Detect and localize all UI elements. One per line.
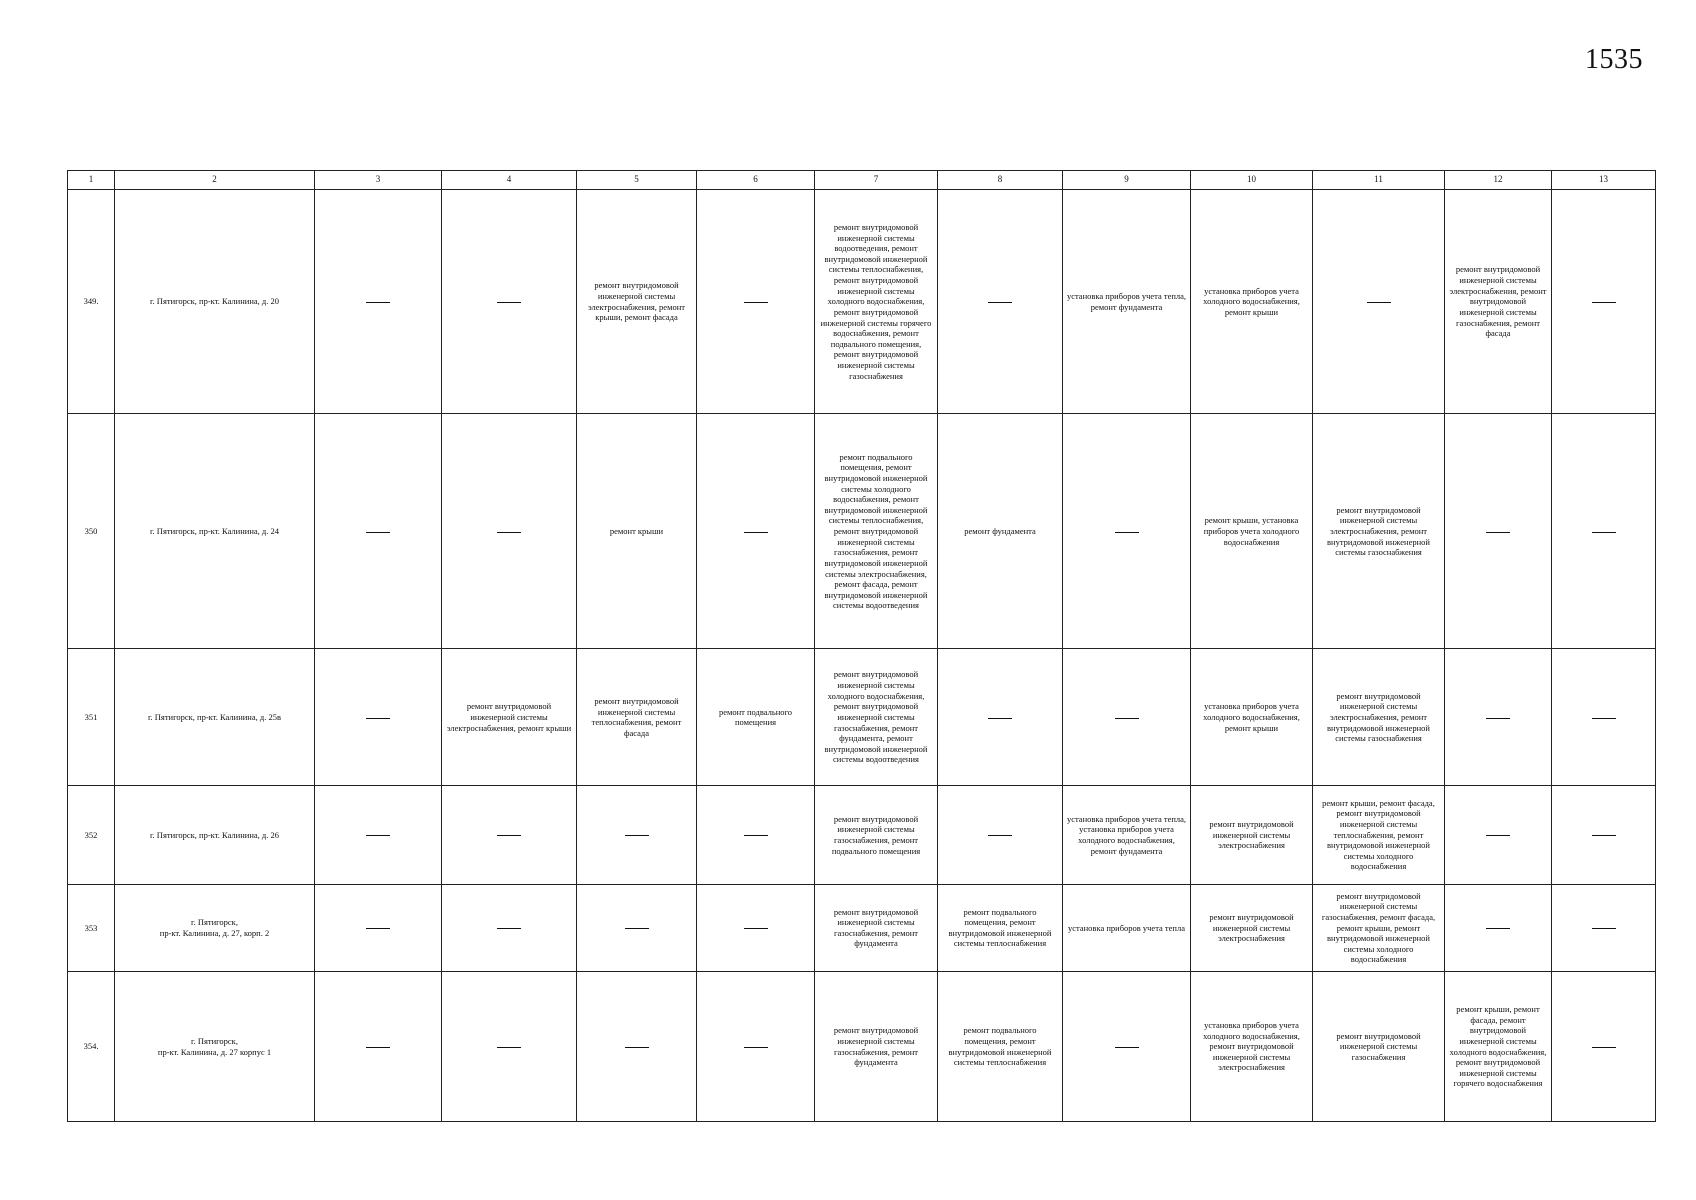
table-cell-col-9: установка приборов учета тепла, ремонт фундамента — [1063, 190, 1191, 414]
empty-cell-dash — [1552, 414, 1656, 649]
column-header-11: 11 — [1313, 171, 1445, 190]
table-body — [68, 190, 1656, 1122]
table-cell-col-11: ремонт внутридомовой инженерной системы газоснабжения, ремонт фасада, ремонт крыши, ремонт внутридомовой инженерной системы холодного водоснабжения — [1313, 884, 1445, 972]
column-header-10: 10 — [1191, 171, 1313, 190]
row-number-cell: 354. — [68, 972, 115, 1122]
dash-mark — [366, 835, 390, 836]
row-number-cell: 350 — [68, 414, 115, 649]
dash-mark — [625, 928, 649, 929]
table-cell-col-6: ремонт подвального помещения — [697, 649, 815, 786]
table-row — [68, 414, 1656, 649]
table-cell-col-9: установка приборов учета тепла — [1063, 884, 1191, 972]
dash-mark — [497, 1047, 521, 1048]
table-row — [68, 972, 1656, 1122]
empty-cell-dash — [697, 786, 815, 884]
repair-schedule-table — [67, 170, 1656, 1122]
empty-cell-dash — [938, 190, 1063, 414]
table-cell-col-7: ремонт внутридомовой инженерной системы газоснабжения, ремонт фундамента — [815, 884, 938, 972]
dash-mark — [366, 928, 390, 929]
table-cell-col-5: ремонт внутридомовой инженерной системы теплоснабжения, ремонт фасада — [577, 649, 697, 786]
empty-cell-dash — [442, 972, 577, 1122]
table-row — [68, 649, 1656, 786]
empty-cell-dash — [697, 884, 815, 972]
empty-cell-dash — [938, 649, 1063, 786]
address-cell: г. Пятигорск, пр-кт. Калинина, д. 20 — [115, 190, 315, 414]
table-cell-col-5: ремонт внутридомовой инженерной системы электроснабжения, ремонт крыши, ремонт фасада — [577, 190, 697, 414]
dash-mark — [744, 928, 768, 929]
column-header-13: 13 — [1552, 171, 1656, 190]
dash-mark — [1592, 928, 1616, 929]
dash-mark — [988, 718, 1012, 719]
empty-cell-dash — [315, 786, 442, 884]
table-cell-col-10: установка приборов учета холодного водоснабжения, ремонт внутридомовой инженерной системы электроснабжения — [1191, 972, 1313, 1122]
address-cell: г. Пятигорск, пр-кт. Калинина, д. 27 корпус 1 — [115, 972, 315, 1122]
table-cell-col-12: ремонт внутридомовой инженерной системы электроснабжения, ремонт внутридомовой инженерной системы газоснабжения, ремонт фасада — [1445, 190, 1552, 414]
table-cell-col-11: ремонт крыши, ремонт фасада, ремонт внутридомовой инженерной системы теплоснабжения, ремонт внутридомовой инженерной системы холодного водоснабжения — [1313, 786, 1445, 884]
table-header — [68, 171, 1656, 190]
address-cell: г. Пятигорск, пр-кт. Калинина, д. 24 — [115, 414, 315, 649]
empty-cell-dash — [1445, 414, 1552, 649]
empty-cell-dash — [577, 972, 697, 1122]
empty-cell-dash — [577, 884, 697, 972]
empty-cell-dash — [442, 190, 577, 414]
empty-cell-dash — [1552, 786, 1656, 884]
empty-cell-dash — [1313, 190, 1445, 414]
empty-cell-dash — [697, 972, 815, 1122]
dash-mark — [1592, 835, 1616, 836]
dash-mark — [625, 835, 649, 836]
address-cell: г. Пятигорск, пр-кт. Калинина, д. 26 — [115, 786, 315, 884]
table-cell-col-9: установка приборов учета тепла, установка приборов учета холодного водоснабжения, ремонт фундамента — [1063, 786, 1191, 884]
dash-mark — [497, 928, 521, 929]
address-cell: г. Пятигорск, пр-кт. Калинина, д. 25в — [115, 649, 315, 786]
table-cell-col-10: ремонт внутридомовой инженерной системы электроснабжения — [1191, 786, 1313, 884]
dash-mark — [625, 1047, 649, 1048]
empty-cell-dash — [1445, 786, 1552, 884]
empty-cell-dash — [1552, 190, 1656, 414]
table-cell-col-11: ремонт внутридомовой инженерной системы электроснабжения, ремонт внутридомовой инженерной системы газоснабжения — [1313, 649, 1445, 786]
empty-cell-dash — [1063, 972, 1191, 1122]
table-cell-col-10: установка приборов учета холодного водоснабжения, ремонт крыши — [1191, 649, 1313, 786]
dash-mark — [1115, 1047, 1139, 1048]
dash-mark — [744, 302, 768, 303]
row-number-cell: 351 — [68, 649, 115, 786]
table-cell-col-11: ремонт внутридомовой инженерной системы газоснабжения — [1313, 972, 1445, 1122]
empty-cell-dash — [315, 190, 442, 414]
dash-mark — [744, 532, 768, 533]
dash-mark — [1486, 928, 1510, 929]
dash-mark — [1592, 302, 1616, 303]
table-cell-col-12: ремонт крыши, ремонт фасада, ремонт внутридомовой инженерной системы холодного водоснабжения, ремонт внутридомовой инженерной системы горячего водоснабжения — [1445, 972, 1552, 1122]
column-header-1: 1 — [68, 171, 115, 190]
column-header-5: 5 — [577, 171, 697, 190]
empty-cell-dash — [697, 414, 815, 649]
column-header-7: 7 — [815, 171, 938, 190]
empty-cell-dash — [1552, 972, 1656, 1122]
column-header-12: 12 — [1445, 171, 1552, 190]
column-header-9: 9 — [1063, 171, 1191, 190]
row-number-cell: 352 — [68, 786, 115, 884]
table-cell-col-5: ремонт крыши — [577, 414, 697, 649]
empty-cell-dash — [1063, 414, 1191, 649]
table-cell-col-11: ремонт внутридомовой инженерной системы электроснабжения, ремонт внутридомовой инженерной системы газоснабжения — [1313, 414, 1445, 649]
column-header-3: 3 — [315, 171, 442, 190]
table-cell-col-4: ремонт внутридомовой инженерной системы электроснабжения, ремонт крыши — [442, 649, 577, 786]
column-header-8: 8 — [938, 171, 1063, 190]
empty-cell-dash — [1063, 649, 1191, 786]
empty-cell-dash — [1552, 649, 1656, 786]
table-cell-col-8: ремонт подвального помещения, ремонт внутридомовой инженерной системы теплоснабжения — [938, 884, 1063, 972]
table-cell-col-10: ремонт внутридомовой инженерной системы электроснабжения — [1191, 884, 1313, 972]
dash-mark — [1592, 1047, 1616, 1048]
empty-cell-dash — [1552, 884, 1656, 972]
empty-cell-dash — [577, 786, 697, 884]
table-row — [68, 786, 1656, 884]
empty-cell-dash — [697, 190, 815, 414]
table-row — [68, 884, 1656, 972]
column-header-4: 4 — [442, 171, 577, 190]
table-cell-col-8: ремонт фундамента — [938, 414, 1063, 649]
empty-cell-dash — [1445, 884, 1552, 972]
dash-mark — [1486, 835, 1510, 836]
table-cell-col-10: ремонт крыши, установка приборов учета холодного водоснабжения — [1191, 414, 1313, 649]
empty-cell-dash — [315, 414, 442, 649]
page-number: 1535 — [1585, 44, 1643, 75]
row-number-cell: 349. — [68, 190, 115, 414]
table-cell-col-10: установка приборов учета холодного водоснабжения, ремонт крыши — [1191, 190, 1313, 414]
dash-mark — [366, 1047, 390, 1048]
dash-mark — [1486, 718, 1510, 719]
dash-mark — [497, 835, 521, 836]
dash-mark — [744, 1047, 768, 1048]
dash-mark — [366, 532, 390, 533]
empty-cell-dash — [1445, 649, 1552, 786]
table-cell-col-7: ремонт внутридомовой инженерной системы газоснабжения, ремонт подвального помещения — [815, 786, 938, 884]
dash-mark — [1592, 532, 1616, 533]
table-cell-col-8: ремонт подвального помещения, ремонт внутридомовой инженерной системы теплоснабжения — [938, 972, 1063, 1122]
table-cell-col-7: ремонт внутридомовой инженерной системы холодного водоснабжения, ремонт внутридомовой инженерной системы газоснабжения, ремонт фундамента, ремонт внутридомовой инженерной системы водоотведения — [815, 649, 938, 786]
header-row — [68, 171, 1656, 190]
column-header-6: 6 — [697, 171, 815, 190]
dash-mark — [497, 302, 521, 303]
empty-cell-dash — [938, 786, 1063, 884]
dash-mark — [988, 302, 1012, 303]
dash-mark — [1486, 532, 1510, 533]
empty-cell-dash — [315, 649, 442, 786]
table-cell-col-7: ремонт подвального помещения, ремонт внутридомовой инженерной системы холодного водоснабжения, ремонт внутридомовой инженерной системы теплоснабжения, ремонт внутридомовой инженерной системы газоснабжения, ремонт внутридомовой инженерной системы электроснабжения, ремонт фасада, ремонт внутридомовой инженерной системы водоотведения — [815, 414, 938, 649]
address-cell: г. Пятигорск, пр-кт. Калинина, д. 27, корп. 2 — [115, 884, 315, 972]
dash-mark — [497, 532, 521, 533]
table-cell-col-7: ремонт внутридомовой инженерной системы водоотведения, ремонт внутридомовой инженерной системы теплоснабжения, ремонт внутридомовой инженерной системы холодного водоснабжения, ремонт внутридомовой инженерной системы горячего водоснабжения, ремонт подвального помещения, ремонт внутридомовой инженерной системы газоснабжения — [815, 190, 938, 414]
table-cell-col-7: ремонт внутридомовой инженерной системы газоснабжения, ремонт фундамента — [815, 972, 938, 1122]
dash-mark — [366, 718, 390, 719]
empty-cell-dash — [442, 414, 577, 649]
dash-mark — [1367, 302, 1391, 303]
dash-mark — [1115, 718, 1139, 719]
empty-cell-dash — [442, 884, 577, 972]
table-row — [68, 190, 1656, 414]
empty-cell-dash — [315, 972, 442, 1122]
dash-mark — [366, 302, 390, 303]
row-number-cell: 353 — [68, 884, 115, 972]
dash-mark — [1592, 718, 1616, 719]
empty-cell-dash — [442, 786, 577, 884]
dash-mark — [744, 835, 768, 836]
dash-mark — [988, 835, 1012, 836]
dash-mark — [1115, 532, 1139, 533]
empty-cell-dash — [315, 884, 442, 972]
column-header-2: 2 — [115, 171, 315, 190]
